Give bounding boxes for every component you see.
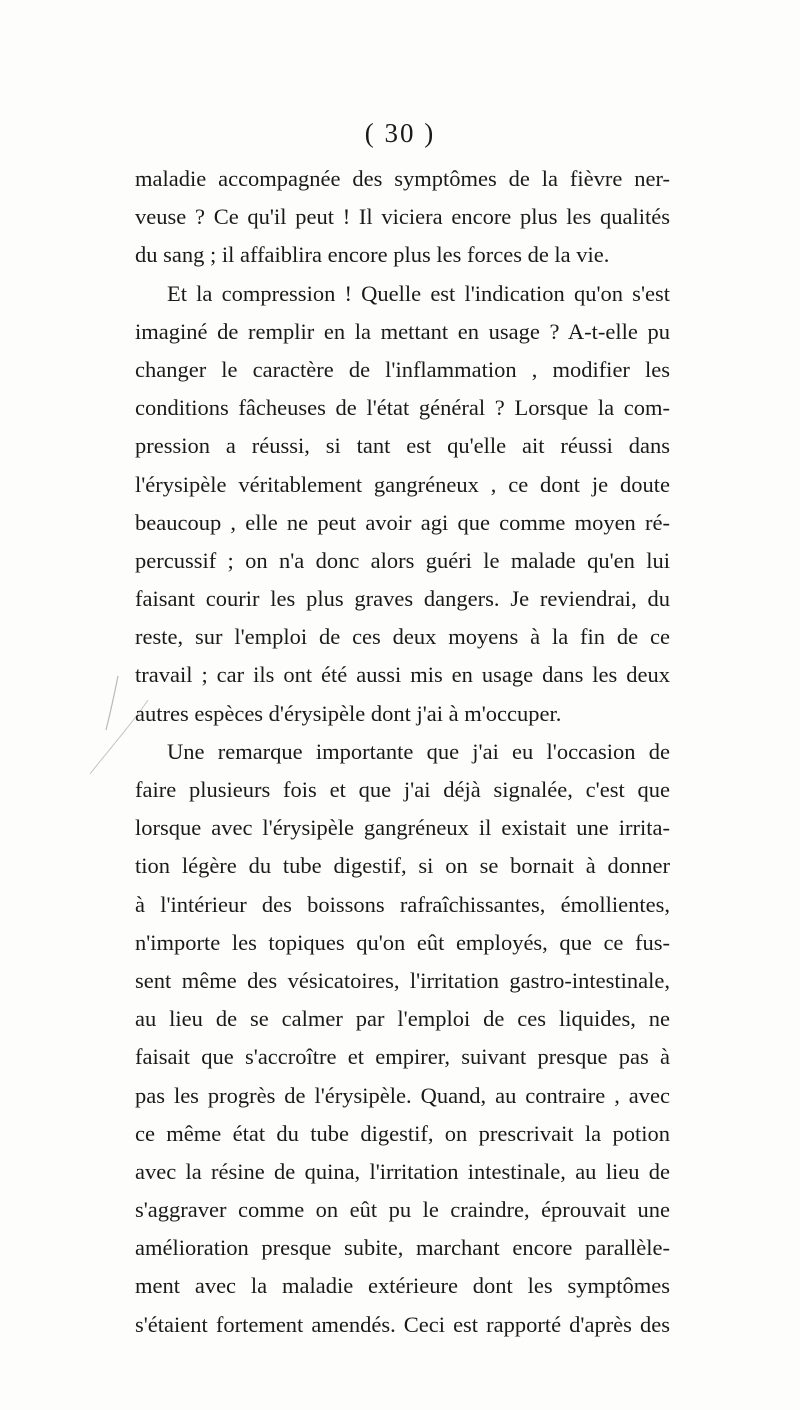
page-number: ( 30 )	[364, 118, 436, 148]
text-line: s'aggraver comme on eût pu le craindre, éprouvait une	[135, 1197, 670, 1223]
text-line: ment avec la maladie extérieure dont les symptômes	[135, 1273, 670, 1299]
text-line: sent même des vésicatoires, l'irritation gastro-intestinale,	[135, 967, 670, 993]
text-line: reste, sur l'emploi de ces deux moyens à la fin de ce	[135, 624, 670, 650]
text-line: amélioration presque subite, marchant encore parallèle-	[135, 1235, 670, 1261]
text-line: faisait que s'accroître et empirer, suivant presque pas à	[135, 1044, 670, 1070]
text-line: avec la résine de quina, l'irritation intestinale, au lieu de	[135, 1158, 670, 1184]
text-line: maladie accompagnée des symptômes de la fièvre ner-	[135, 166, 670, 191]
text-line: pression a réussi, si tant est qu'elle ait réussi dans	[135, 433, 670, 459]
text-line: autres espèces d'érysipèle dont j'ai à m'occuper.	[135, 700, 562, 726]
text-line: tion légère du tube digestif, si on se bornait à donner	[135, 853, 670, 879]
text-line: pas les progrès de l'érysipèle. Quand, au contraire , avec	[135, 1082, 670, 1108]
text-line: travail ; car ils ont été aussi mis en usage dans les deux	[135, 662, 670, 688]
text-line: faire plusieurs fois et que j'ai déjà signalée, c'est que	[135, 777, 670, 802]
text-line: lorsque avec l'érysipèle gangréneux il existait une irrita-	[135, 815, 670, 841]
text-line: imaginé de remplir en la mettant en usage ? A-t-elle pu	[135, 318, 670, 344]
text-line: s'étaient fortement amendés. Ceci est rapporté d'après des	[135, 1311, 670, 1337]
text-line: beaucoup , elle ne peut avoir agi que comme moyen ré-	[135, 509, 670, 535]
text-line: faisant courir les plus graves dangers. Je reviendrai, du	[135, 586, 670, 612]
text-line: changer le caractère de l'inflammation , modifier les	[135, 356, 670, 382]
text-line: au lieu de se calmer par l'emploi de ces liquides, ne	[135, 1006, 670, 1032]
text-line: ce même état du tube digestif, on prescrivait la potion	[135, 1120, 670, 1146]
text-line: Et la compression ! Quelle est l'indication qu'on s'est	[167, 280, 670, 306]
text-line: l'érysipèle véritablement gangréneux , ce dont je doute	[135, 471, 670, 497]
body-text	[135, 160, 670, 1344]
text-line: Une remarque importante que j'ai eu l'occasion de	[167, 738, 670, 764]
text-line: à l'intérieur des boissons rafraîchissantes, émollientes,	[135, 891, 670, 917]
text-line: conditions fâcheuses de l'état général ? Lorsque la com-	[135, 395, 670, 421]
text-line: n'importe les topiques qu'on eût employés, que ce fus-	[135, 929, 670, 955]
text-line: du sang ; il affaiblira encore plus les forces de la vie.	[135, 242, 610, 268]
text-line: veuse ? Ce qu'il peut ! Il viciera encore plus les qualités	[135, 204, 670, 230]
text-line: percussif ; on n'a donc alors guéri le malade qu'en lui	[135, 547, 670, 573]
